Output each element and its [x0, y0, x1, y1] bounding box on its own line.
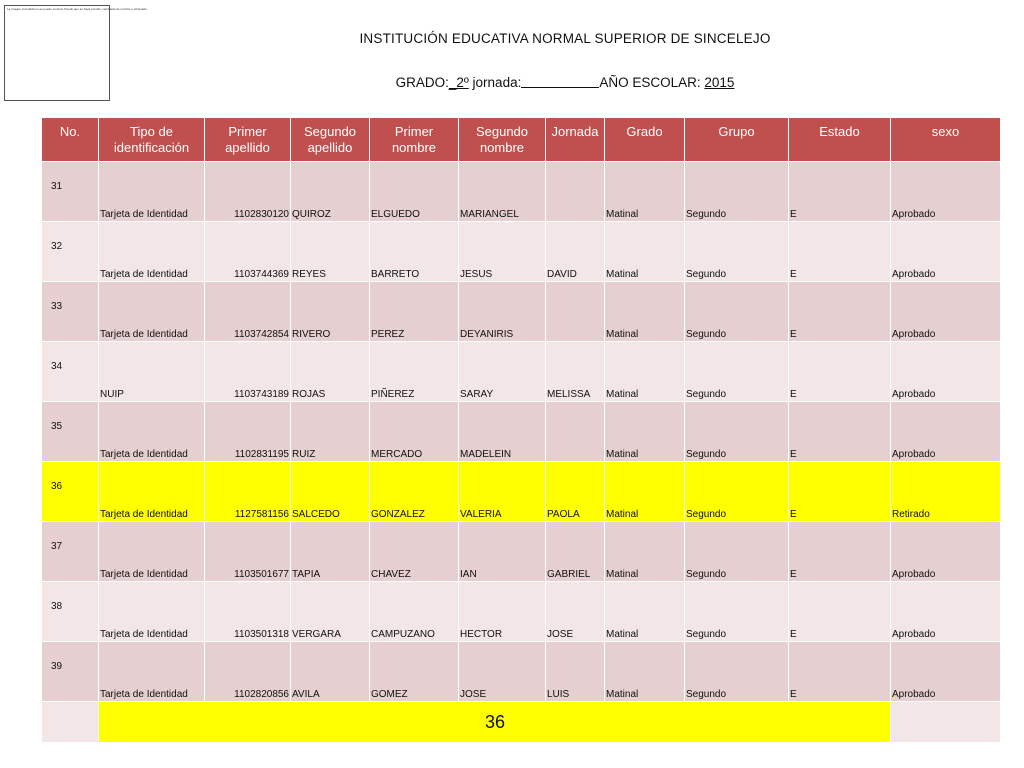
cell-segundo-nombre	[546, 162, 605, 222]
col-header-primer-apellido: Primer apellido	[205, 118, 291, 162]
cell-primer-nombre: IAN	[459, 522, 546, 582]
cell-segundo-nombre: JOSE	[546, 582, 605, 642]
total-empty-cell	[891, 702, 1001, 743]
cell-estado: Aprobado	[891, 162, 1001, 222]
cell-primer-apellido: ROJAS	[291, 342, 370, 402]
cell-jornada: Matinal	[605, 462, 685, 522]
cell-segundo-nombre: LUIS	[546, 642, 605, 702]
cell-no: 38	[42, 582, 99, 642]
header-row	[42, 118, 1001, 162]
cell-id: 1102831195	[205, 402, 291, 462]
cell-primer-nombre: JOSE	[459, 642, 546, 702]
cell-primer-apellido: SALCEDO	[291, 462, 370, 522]
cell-no: 37	[42, 522, 99, 582]
cell-segundo-nombre	[546, 282, 605, 342]
cell-primer-nombre: JESUS	[459, 222, 546, 282]
cell-tipo: Tarjeta de Identidad	[99, 462, 205, 522]
cell-no: 35	[42, 402, 99, 462]
cell-primer-apellido: TAPIA	[291, 522, 370, 582]
cell-grupo: E	[789, 162, 891, 222]
col-header-sexo: sexo	[891, 118, 1001, 162]
cell-estado: Aprobado	[891, 282, 1001, 342]
cell-grado: Segundo	[685, 282, 789, 342]
institution-title: INSTITUCIÓN EDUCATIVA NORMAL SUPERIOR DE SINCELEJO	[359, 31, 771, 46]
cell-no: 31	[42, 162, 99, 222]
cell-tipo: NUIP	[99, 342, 205, 402]
cell-id: 1103501677	[205, 522, 291, 582]
cell-no: 39	[42, 642, 99, 702]
cell-id: 1103744369	[205, 222, 291, 282]
cell-grupo: E	[789, 402, 891, 462]
cell-primer-apellido: RIVERO	[291, 282, 370, 342]
image-error-note: La imagen vinculada no se puede mostrar. Puede que se haya movido, cambiado de nombre o eliminado.	[7, 7, 148, 11]
cell-tipo: Tarjeta de Identidad	[99, 402, 205, 462]
cell-jornada: Matinal	[605, 582, 685, 642]
cell-grado: Segundo	[685, 522, 789, 582]
col-header-grado: Grado	[605, 118, 685, 162]
cell-primer-nombre: MADELEIN	[459, 402, 546, 462]
cell-id: 1102830120	[205, 162, 291, 222]
cell-tipo: Tarjeta de Identidad	[99, 642, 205, 702]
anio-value: 2015	[704, 75, 735, 90]
col-header-estado: Estado	[789, 118, 891, 162]
col-header-primer-nombre: Primer nombre	[370, 118, 459, 162]
table-row	[42, 222, 1001, 282]
cell-segundo-apellido: CAMPUZANO	[370, 582, 459, 642]
cell-estado: Aprobado	[891, 642, 1001, 702]
cell-jornada: Matinal	[605, 342, 685, 402]
cell-segundo-nombre: PAOLA	[546, 462, 605, 522]
table-row	[42, 462, 1001, 522]
cell-jornada: Matinal	[605, 282, 685, 342]
cell-estado: Retirado	[891, 462, 1001, 522]
cell-id: 1127581156	[205, 462, 291, 522]
cell-segundo-apellido: CHAVEZ	[370, 522, 459, 582]
cell-grupo: E	[789, 222, 891, 282]
col-header-grupo: Grupo	[685, 118, 789, 162]
cell-id: 1102820856	[205, 642, 291, 702]
cell-estado: Aprobado	[891, 342, 1001, 402]
cell-grado: Segundo	[685, 222, 789, 282]
student-roster-table	[41, 117, 1001, 743]
cell-grupo: E	[789, 462, 891, 522]
cell-id: 1103743189	[205, 342, 291, 402]
total-empty-cell	[42, 702, 99, 743]
cell-segundo-apellido: GOMEZ	[370, 642, 459, 702]
grade-line	[330, 75, 800, 90]
cell-primer-apellido: REYES	[291, 222, 370, 282]
table-row	[42, 642, 1001, 702]
cell-segundo-apellido: MERCADO	[370, 402, 459, 462]
cell-jornada: Matinal	[605, 522, 685, 582]
grado-value: _2º	[448, 75, 469, 90]
cell-estado: Aprobado	[891, 222, 1001, 282]
jornada-blank	[521, 75, 599, 88]
table-row	[42, 402, 1001, 462]
cell-no: 34	[42, 342, 99, 402]
cell-grado: Segundo	[685, 162, 789, 222]
cell-id: 1103742854	[205, 282, 291, 342]
col-header-segundo-nombre: Segundo nombre	[459, 118, 546, 162]
cell-jornada: Matinal	[605, 402, 685, 462]
cell-primer-apellido: AVILA	[291, 642, 370, 702]
cell-segundo-nombre: MELISSA	[546, 342, 605, 402]
cell-primer-apellido: RUIZ	[291, 402, 370, 462]
cell-grado: Segundo	[685, 582, 789, 642]
cell-grado: Segundo	[685, 342, 789, 402]
cell-no: 32	[42, 222, 99, 282]
col-header-segundo-apellido: Segundo apellido	[291, 118, 370, 162]
cell-grupo: E	[789, 522, 891, 582]
cell-segundo-nombre: DAVID	[546, 222, 605, 282]
cell-primer-nombre: HECTOR	[459, 582, 546, 642]
cell-primer-nombre: DEYANIRIS	[459, 282, 546, 342]
cell-jornada: Matinal	[605, 642, 685, 702]
cell-no: 36	[42, 462, 99, 522]
anio-label: AÑO ESCOLAR:	[599, 75, 701, 90]
cell-grupo: E	[789, 342, 891, 402]
cell-segundo-nombre	[546, 402, 605, 462]
cell-tipo: Tarjeta de Identidad	[99, 162, 205, 222]
cell-grado: Segundo	[685, 462, 789, 522]
cell-tipo: Tarjeta de Identidad	[99, 222, 205, 282]
cell-grado: Segundo	[685, 402, 789, 462]
cell-estado: Aprobado	[891, 402, 1001, 462]
missing-image-placeholder	[4, 5, 148, 101]
cell-id: 1103501318	[205, 582, 291, 642]
cell-segundo-apellido: ELGUEDO	[370, 162, 459, 222]
cell-no: 33	[42, 282, 99, 342]
col-header-jornada: Jornada	[546, 118, 605, 162]
cell-primer-nombre: VALERIA	[459, 462, 546, 522]
table-row	[42, 162, 1001, 222]
col-header-no: No.	[42, 118, 99, 162]
cell-primer-nombre: SARAY	[459, 342, 546, 402]
cell-segundo-apellido: PIÑEREZ	[370, 342, 459, 402]
cell-estado: Aprobado	[891, 522, 1001, 582]
jornada-label: jornada:	[472, 75, 522, 90]
table-row	[42, 522, 1001, 582]
cell-segundo-nombre: GABRIEL	[546, 522, 605, 582]
cell-primer-apellido: QUIROZ	[291, 162, 370, 222]
cell-tipo: Tarjeta de Identidad	[99, 282, 205, 342]
total-count: 36	[99, 702, 891, 743]
cell-primer-apellido: VERGARA	[291, 582, 370, 642]
grado-label: GRADO:	[395, 75, 449, 90]
cell-segundo-apellido: GONZALEZ	[370, 462, 459, 522]
cell-jornada: Matinal	[605, 162, 685, 222]
cell-grupo: E	[789, 582, 891, 642]
cell-grupo: E	[789, 282, 891, 342]
cell-grupo: E	[789, 642, 891, 702]
cell-tipo: Tarjeta de Identidad	[99, 582, 205, 642]
cell-grado: Segundo	[685, 642, 789, 702]
cell-primer-nombre: MARIANGEL	[459, 162, 546, 222]
cell-segundo-apellido: BARRETO	[370, 222, 459, 282]
cell-tipo: Tarjeta de Identidad	[99, 522, 205, 582]
cell-jornada: Matinal	[605, 222, 685, 282]
cell-segundo-apellido: PEREZ	[370, 282, 459, 342]
cell-estado: Aprobado	[891, 582, 1001, 642]
table-row	[42, 582, 1001, 642]
total-row	[42, 702, 1001, 743]
col-header-tipo: Tipo de identificación	[99, 118, 205, 162]
table-row	[42, 342, 1001, 402]
table-row	[42, 282, 1001, 342]
